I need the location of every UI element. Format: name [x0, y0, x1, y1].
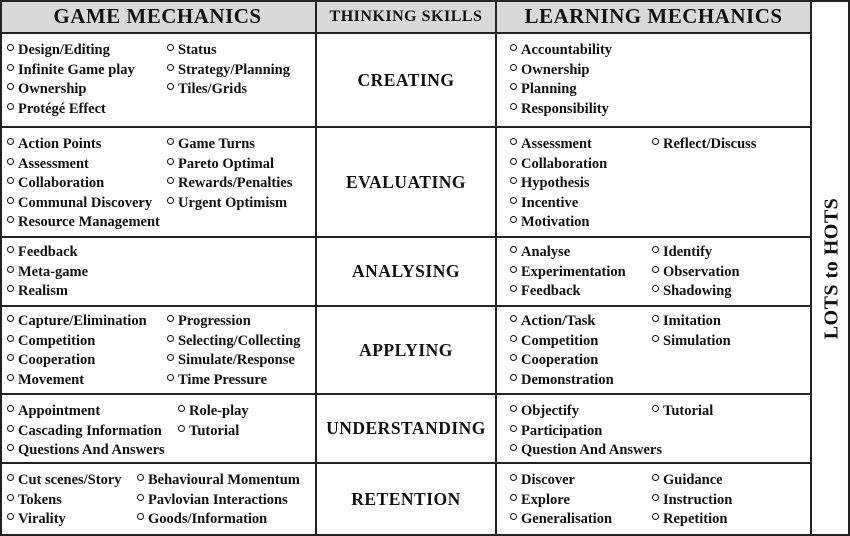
bullet-circle-icon [652, 335, 659, 342]
header-learning-mechanics: LEARNING MECHANICS [497, 0, 810, 33]
learning-mechanic-item [510, 282, 581, 302]
bullet-circle-icon [510, 266, 517, 273]
bullet-circle-icon [7, 315, 14, 322]
game-mechanic-item [167, 41, 217, 61]
game-mechanic-item [7, 155, 89, 175]
item-label: Explore [521, 491, 570, 508]
learning-mechanic-item [510, 422, 602, 442]
item-label: Question And Answers [521, 442, 663, 458]
game-mechanic-item [7, 243, 78, 263]
header-game-mechanics: GAME MECHANICS [0, 0, 315, 33]
game-mechanic-item [7, 194, 152, 214]
item-label: Rewards/Penalties [178, 175, 293, 191]
item-label: Reflect/Discuss [663, 136, 757, 152]
bullet-circle-icon [510, 64, 517, 71]
learning-mechanic-item [652, 263, 740, 283]
bullet-circle-icon [167, 354, 174, 361]
bullet-circle-icon [7, 474, 14, 481]
bullet-circle-icon [510, 425, 517, 432]
item-label: Protégé Effect [18, 100, 106, 117]
game-mechanic-item [7, 510, 66, 530]
game-mechanic-item [7, 471, 122, 491]
bullet-circle-icon [167, 44, 174, 51]
bullet-circle-icon [510, 158, 517, 165]
bullet-circle-icon [7, 246, 14, 253]
learning-mechanic-item [510, 213, 589, 233]
lots-to-hots-label: LOTS to HOTS [820, 197, 843, 339]
bullet-circle-icon [137, 474, 144, 481]
item-label: Experimentation [521, 263, 626, 280]
game-mechanic-item [137, 491, 288, 511]
item-label: Ownership [18, 81, 87, 97]
bullet-circle-icon [137, 513, 144, 520]
bullet-circle-icon [7, 513, 14, 520]
grid-line-top [0, 0, 850, 2]
game-mechanic-item [7, 135, 101, 155]
item-label: Competition [18, 332, 96, 349]
game-mechanic-item [7, 61, 135, 81]
item-label: Accountability [521, 42, 613, 58]
bullet-circle-icon [7, 374, 14, 381]
bullet-circle-icon [510, 103, 517, 110]
item-label: Repetition [663, 511, 728, 527]
bullet-circle-icon [510, 315, 517, 322]
game-mechanic-item [7, 312, 147, 332]
bullet-circle-icon [652, 138, 659, 145]
item-label: Feedback [18, 244, 78, 260]
game-mechanic-item [7, 422, 162, 442]
item-label: Tokens [18, 491, 62, 508]
bullet-circle-icon [178, 405, 185, 412]
game-mechanic-item [7, 351, 95, 371]
thinking-skill-understanding: UNDERSTANDING [326, 418, 486, 438]
game-mechanic-item [178, 402, 249, 422]
game-mechanic-item [167, 351, 295, 371]
game-mechanic-item [167, 80, 247, 100]
learning-mechanic-item [510, 135, 592, 155]
item-label: Action/Task [521, 313, 596, 329]
bullet-circle-icon [7, 44, 14, 51]
game-mechanic-item [7, 371, 84, 391]
item-label: Instruction [663, 491, 733, 508]
bullet-circle-icon [510, 513, 517, 520]
game-mechanic-item [7, 80, 87, 100]
grid-line-left [0, 0, 2, 536]
game-mechanic-item [167, 194, 287, 214]
item-label: Demonstration [521, 371, 614, 388]
thinking-skill-evaluating: EVALUATING [345, 171, 467, 192]
learning-mechanic-item [510, 351, 598, 371]
item-label: Game Turns [178, 136, 255, 152]
item-label: Realism [18, 283, 68, 299]
bullet-circle-icon [167, 64, 174, 71]
learning-mechanic-item [652, 402, 713, 422]
bullet-circle-icon [7, 285, 14, 292]
item-label: Competition [521, 332, 599, 349]
bullet-circle-icon [7, 494, 14, 501]
bullet-circle-icon [510, 83, 517, 90]
bullet-circle-icon [7, 158, 14, 165]
bullet-circle-icon [510, 246, 517, 253]
game-mechanic-item [137, 510, 267, 530]
item-label: Assessment [521, 136, 592, 152]
item-label: Virality [18, 511, 66, 527]
bullet-circle-icon [167, 315, 174, 322]
item-label: Questions And Answers [18, 442, 165, 458]
game-mechanic-item [167, 135, 255, 155]
item-label: Guidance [663, 472, 723, 488]
game-mechanic-item [178, 422, 239, 442]
game-mechanic-item [167, 61, 290, 81]
item-label: Action Points [18, 136, 102, 152]
item-label: Cascading Information [18, 422, 162, 439]
item-label: Cooperation [521, 352, 599, 368]
learning-mechanic-item [510, 263, 626, 283]
game-mechanic-item [7, 491, 62, 511]
item-label: Identify [663, 244, 713, 260]
item-label: Observation [663, 263, 740, 280]
item-label: Objectify [521, 403, 579, 419]
item-label: Cooperation [18, 352, 96, 368]
bullet-circle-icon [510, 138, 517, 145]
learning-mechanic-item [510, 371, 614, 391]
bullet-circle-icon [510, 285, 517, 292]
item-label: Time Pressure [178, 371, 268, 388]
game-mechanic-item [7, 263, 88, 283]
learning-mechanic-item [510, 441, 662, 461]
bullet-circle-icon [652, 315, 659, 322]
learning-mechanic-item [510, 312, 595, 332]
item-label: Hypothesis [521, 175, 590, 191]
item-label: Pareto Optimal [178, 155, 274, 172]
bullet-circle-icon [7, 425, 14, 432]
bullet-circle-icon [7, 216, 14, 223]
item-label: Imitation [663, 313, 721, 329]
game-mechanic-item [167, 332, 300, 352]
bullet-circle-icon [652, 494, 659, 501]
game-mechanic-item [7, 174, 104, 194]
bullet-circle-icon [7, 405, 14, 412]
item-label: Participation [521, 422, 603, 439]
bullet-circle-icon [7, 266, 14, 273]
item-label: Urgent Optimism [178, 194, 288, 211]
bullet-circle-icon [652, 513, 659, 520]
bullet-circle-icon [510, 177, 517, 184]
bullet-circle-icon [7, 83, 14, 90]
bullet-circle-icon [7, 335, 14, 342]
item-label: Role-play [189, 403, 249, 419]
game-mechanic-item [167, 312, 251, 332]
learning-mechanic-item [652, 332, 731, 352]
bullet-circle-icon [7, 64, 14, 71]
learning-mechanic-item [652, 243, 712, 263]
learning-mechanic-item [652, 135, 756, 155]
bullet-circle-icon [167, 197, 174, 204]
bullet-circle-icon [510, 354, 517, 361]
game-mechanic-item [137, 471, 300, 491]
thinking-skill-creating: CREATING [357, 69, 455, 90]
item-label: Selecting/Collecting [178, 332, 301, 349]
item-label: Discover [521, 472, 575, 488]
learning-mechanic-item [510, 100, 609, 120]
bullet-circle-icon [167, 158, 174, 165]
item-label: Status [178, 42, 217, 58]
learning-mechanic-item [510, 41, 612, 61]
game-mechanic-item [7, 100, 106, 120]
item-label: Simulate/Response [178, 352, 295, 368]
learning-mechanic-item [510, 471, 575, 491]
item-label: Goods/Information [148, 511, 268, 527]
header-thinking-skills: THINKING SKILLS [317, 0, 495, 33]
item-label: Shadowing [663, 283, 732, 299]
learning-mechanic-item [510, 80, 577, 100]
bullet-circle-icon [167, 335, 174, 342]
item-label: Assessment [18, 155, 89, 172]
item-label: Movement [18, 371, 85, 388]
bullet-circle-icon [510, 474, 517, 481]
item-label: Ownership [521, 61, 590, 78]
learning-mechanic-item [652, 510, 727, 530]
item-label: Design/Editing [18, 42, 110, 58]
item-label: Tiles/Grids [178, 81, 248, 97]
item-label: Infinite Game play [18, 61, 135, 78]
game-mechanic-item [7, 282, 68, 302]
bullet-circle-icon [7, 177, 14, 184]
bullet-circle-icon [652, 266, 659, 273]
game-mechanic-item [7, 402, 100, 422]
learning-mechanic-item [510, 491, 570, 511]
learning-mechanic-item [652, 471, 723, 491]
game-mechanic-item [167, 155, 274, 175]
item-label: Pavlovian Interactions [148, 491, 288, 508]
bullet-circle-icon [652, 405, 659, 412]
game-mechanic-item [7, 41, 110, 61]
item-label: Tutorial [663, 403, 714, 419]
bullet-circle-icon [510, 216, 517, 223]
learning-mechanic-item [510, 402, 579, 422]
bullet-circle-icon [510, 494, 517, 501]
game-mechanic-item [7, 441, 165, 461]
item-label: Resource Management [18, 214, 160, 230]
item-label: Incentive [521, 194, 579, 211]
bullet-circle-icon [167, 83, 174, 90]
learning-mechanic-item [510, 332, 598, 352]
thinking-skill-retention: RETENTION [351, 488, 461, 509]
learning-mechanic-item [652, 282, 732, 302]
item-label: Progression [178, 313, 251, 329]
bullet-circle-icon [167, 138, 174, 145]
bullet-circle-icon [652, 285, 659, 292]
bullet-circle-icon [510, 44, 517, 51]
bullet-circle-icon [7, 103, 14, 110]
bullet-circle-icon [178, 425, 185, 432]
bullet-circle-icon [510, 335, 517, 342]
thinking-skill-applying: APPLYING [359, 339, 453, 360]
learning-mechanic-item [652, 491, 732, 511]
learning-mechanic-item [510, 510, 612, 530]
bullet-circle-icon [652, 474, 659, 481]
learning-mechanic-item [510, 174, 590, 194]
item-label: Feedback [521, 283, 581, 299]
game-mechanic-item [7, 332, 95, 352]
bullet-circle-icon [137, 494, 144, 501]
item-label: Collaboration [18, 175, 105, 191]
item-label: Communal Discovery [18, 194, 153, 211]
learning-mechanic-item [510, 61, 590, 81]
bullet-circle-icon [510, 374, 517, 381]
grid-line-col [810, 0, 812, 536]
item-label: Simulation [663, 332, 731, 349]
learning-mechanic-item [510, 155, 607, 175]
bullet-circle-icon [7, 138, 14, 145]
item-label: Capture/Elimination [18, 313, 147, 329]
bullet-circle-icon [510, 197, 517, 204]
game-mechanic-item [167, 371, 267, 391]
item-label: Analyse [521, 244, 571, 260]
game-mechanic-item [167, 174, 292, 194]
learning-mechanic-item [510, 194, 578, 214]
item-label: Cut scenes/Story [18, 472, 122, 488]
item-label: Planning [521, 81, 577, 97]
game-mechanic-item [7, 213, 160, 233]
item-label: Collaboration [521, 155, 608, 172]
item-label: Motivation [521, 214, 590, 230]
item-label: Meta-game [18, 263, 89, 280]
bullet-circle-icon [510, 444, 517, 451]
item-label: Behavioural Momentum [148, 472, 300, 488]
item-label: Strategy/Planning [178, 61, 290, 78]
learning-mechanic-item [652, 312, 721, 332]
thinking-skill-analysing: ANALYSING [352, 261, 460, 281]
grid-line-col [495, 0, 497, 536]
bullet-circle-icon [652, 246, 659, 253]
bullet-circle-icon [7, 354, 14, 361]
bullet-circle-icon [510, 405, 517, 412]
bullet-circle-icon [7, 197, 14, 204]
item-label: Responsibility [521, 100, 609, 117]
item-label: Appointment [18, 403, 101, 419]
bullet-circle-icon [167, 374, 174, 381]
item-label: Generalisation [521, 511, 613, 527]
bullet-circle-icon [7, 444, 14, 451]
learning-mechanic-item [510, 243, 570, 263]
item-label: Tutorial [189, 422, 240, 439]
bullet-circle-icon [167, 177, 174, 184]
